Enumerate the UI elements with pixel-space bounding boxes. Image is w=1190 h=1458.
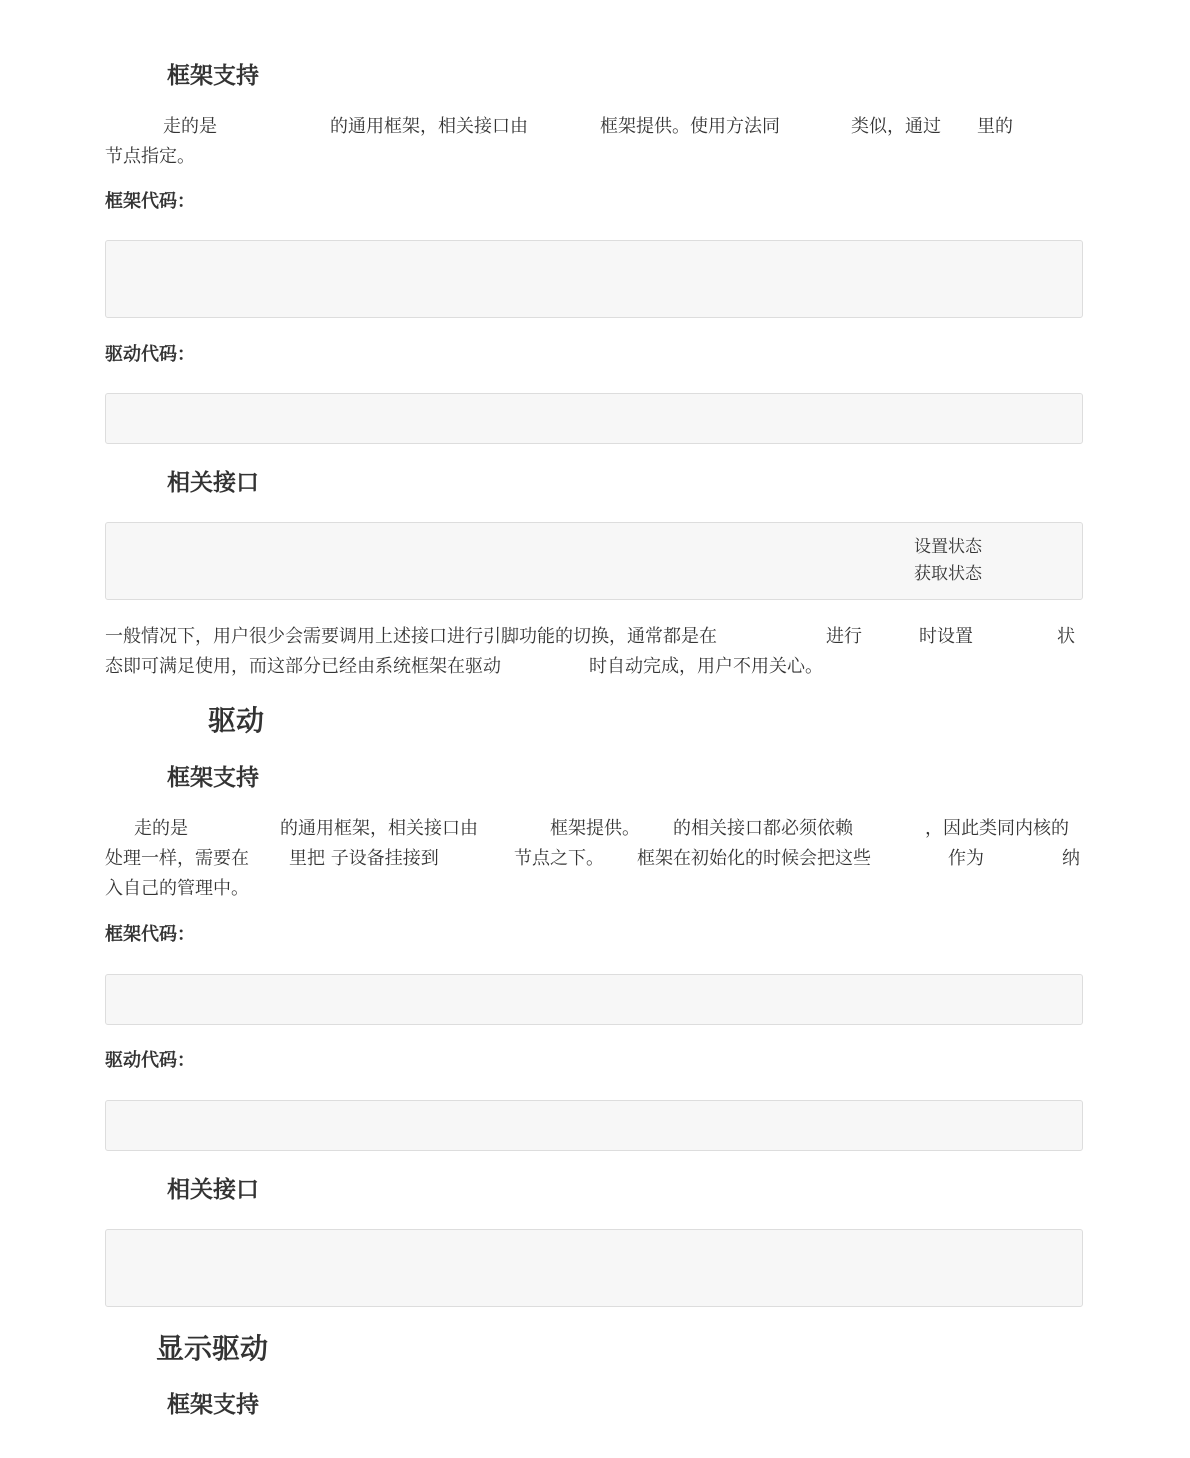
framework-code-label: 框架代码：	[105, 924, 195, 945]
paragraph-text: 里的	[977, 116, 1013, 137]
code-block	[105, 1100, 1083, 1151]
code-line: 获取状态	[914, 564, 982, 584]
code-block	[105, 393, 1083, 444]
code-block	[105, 1229, 1083, 1307]
paragraph-text: 作为	[948, 848, 984, 869]
code-block	[105, 240, 1083, 318]
section-heading-framework-support: 框架支持	[167, 1391, 259, 1418]
paragraph-text: 处理一样，需要在	[105, 848, 249, 869]
driver-code-label: 驱动代码：	[105, 1050, 195, 1071]
section-heading-related-interfaces: 相关接口	[167, 469, 259, 496]
paragraph-text: ，因此类同内核的	[925, 818, 1069, 839]
paragraph-text: 走的是	[134, 818, 188, 839]
section-heading-framework-support: 框架支持	[167, 62, 259, 89]
paragraph-text: 的相关接口都必须依赖	[673, 818, 853, 839]
paragraph-text: 进行	[826, 626, 862, 647]
section-heading-framework-support: 框架支持	[167, 764, 259, 791]
paragraph-text: 框架在初始化的时候会把这些	[637, 848, 871, 869]
code-block	[105, 522, 1083, 600]
paragraph-text: 态即可满足使用，而这部分已经由系统框架在驱动	[105, 656, 501, 677]
section-heading-related-interfaces: 相关接口	[167, 1176, 259, 1203]
paragraph-text: 时自动完成，用户不用关心。	[589, 656, 823, 677]
paragraph-text: 节点指定。	[105, 146, 195, 167]
paragraph-text: 节点之下。	[514, 848, 604, 869]
paragraph-text: 里把 子设备挂接到	[289, 848, 439, 869]
paragraph-text: 时设置	[919, 626, 973, 647]
section-title-driver: 驱动	[208, 704, 265, 737]
paragraph-text: 框架提供。使用方法同	[600, 116, 780, 137]
driver-code-label: 驱动代码：	[105, 344, 195, 365]
paragraph-text: 纳	[1062, 848, 1080, 869]
section-title-display-driver: 显示驱动	[156, 1332, 269, 1365]
paragraph-text: 的通用框架，相关接口由	[330, 116, 528, 137]
paragraph-text: 一般情况下，用户很少会需要调用上述接口进行引脚功能的切换，通常都是在	[105, 626, 717, 647]
paragraph-text: 走的是	[163, 116, 217, 137]
paragraph-text: 状	[1057, 626, 1075, 647]
paragraph-text: 框架提供。	[550, 818, 640, 839]
code-line: 设置状态	[914, 537, 982, 557]
code-block	[105, 974, 1083, 1025]
paragraph-text: 入自己的管理中。	[105, 878, 249, 899]
paragraph-text: 的通用框架，相关接口由	[280, 818, 478, 839]
paragraph-text: 类似，通过	[851, 116, 941, 137]
framework-code-label: 框架代码：	[105, 191, 195, 212]
